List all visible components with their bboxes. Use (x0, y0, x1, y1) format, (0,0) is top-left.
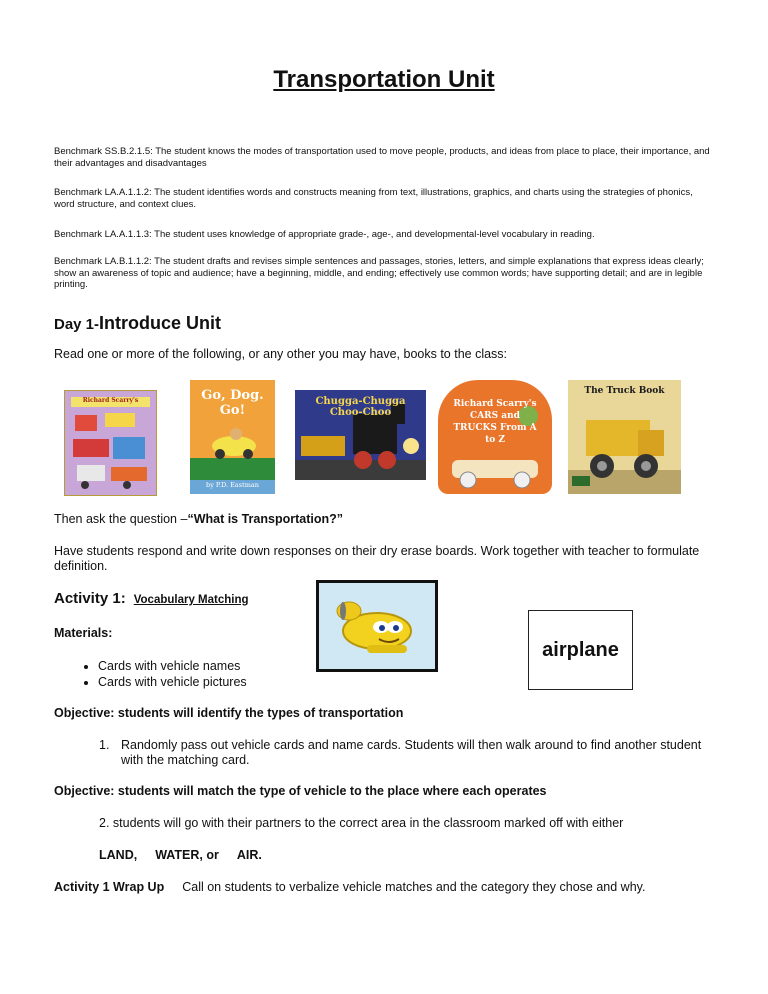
step-1-text: Randomly pass out vehicle cards and name cards. Students will then walk around to find another student with the matching card. (121, 738, 702, 767)
day1-title: Introduce Unit (99, 313, 222, 333)
airplane-picture-card (316, 580, 438, 672)
airplane-word-card: airplane (528, 610, 633, 690)
question-line (54, 512, 714, 527)
wrap-up-label: Activity 1 Wrap Up (54, 880, 165, 894)
materials-label: Materials: (54, 626, 113, 640)
benchmark-ss: Benchmark SS.B.2.1.5: The student knows the modes of transportation used to move people, products, and ideas from place to place, their importance, and their advantages and disadvantages (54, 146, 710, 169)
read-instruction: Read one or more of the following, or any other you may have, books to the class: (54, 347, 508, 361)
book-title: Richard Scarry's (82, 397, 139, 404)
book-author: by P.D. Eastman (206, 481, 259, 489)
book-title: Richard Scarry's CARS and TRUCKS From A to Z (453, 399, 537, 445)
day1-heading (54, 308, 221, 336)
activity1-heading (54, 590, 249, 607)
book-title: The Truck Book (584, 386, 665, 396)
list-item: • Cards with vehicle names (98, 658, 247, 674)
day1-prefix: Day 1- (54, 316, 100, 333)
book-cover-chugga-chugga (295, 390, 426, 480)
page-title: Transportation Unit (273, 66, 495, 93)
wrap-up-text: Call on students to verbalize vehicle matches and the category they chose and why. (182, 880, 646, 894)
benchmark-la-a-1-1-2: Benchmark LA.A.1.1.2: The student identifies words and constructs meaning from text, illustrations, graphics, and charts using the strategies of phonics, word structure, and context clues. (54, 187, 693, 210)
book-title: Go, Dog. Go! (201, 388, 264, 418)
book-cover-richard-scarry (64, 390, 157, 496)
book-title: Chugga-Chugga Choo-Choo (315, 396, 406, 418)
materials-list (76, 658, 247, 690)
book-cover-cars-and-trucks (438, 380, 552, 494)
step-2-text: 2. students will go with their partners to the correct area in the classroom marked off with either (99, 816, 624, 830)
benchmark-la-b-1-1-2: Benchmark LA.B.1.1.2: The student drafts and revises simple sentences and passages, stories, letters, and simple explanations that express ideas clearly; show an awareness of topic and audience; have a beginning, middle, and ending; effectively use common words; have supporting detail; and are in legible printing. (54, 256, 704, 290)
list-item: • Cards with vehicle pictures (98, 674, 247, 690)
category-air: AIR. (236, 848, 262, 862)
book-cover-truck-book (568, 380, 681, 494)
airplane-illustration (319, 583, 435, 669)
category-water: WATER, or (155, 848, 219, 862)
book-covers (0, 376, 768, 496)
activity1-subtitle: Vocabulary Matching (133, 594, 249, 606)
question-lead: Then ask the question – (54, 512, 188, 526)
respond-instruction: Have students respond and write down responses on their dry erase boards. Work together with teacher to formulate definition. (54, 544, 700, 573)
book-cover-go-dog-go (190, 380, 275, 494)
objective-2: Objective: students will match the type of vehicle to the place where each operates (54, 784, 547, 798)
activity1-label: Activity 1: (54, 590, 126, 607)
category-land: LAND, (99, 848, 138, 862)
step-1-number: 1. (99, 738, 110, 752)
activity1-wrap-up (54, 880, 645, 894)
objective-1: Objective: students will identify the types of transportation (54, 706, 404, 720)
dump-truck-illustration (568, 380, 681, 494)
busy-town-illustration (65, 391, 156, 495)
surface-categories (99, 848, 280, 862)
question-text: “What is Transportation?” (187, 512, 343, 526)
benchmark-la-a-1-1-3: Benchmark LA.A.1.1.3: The student uses knowledge of appropriate grade-, age-, and developmental-level vocabulary in reading. (54, 229, 595, 240)
